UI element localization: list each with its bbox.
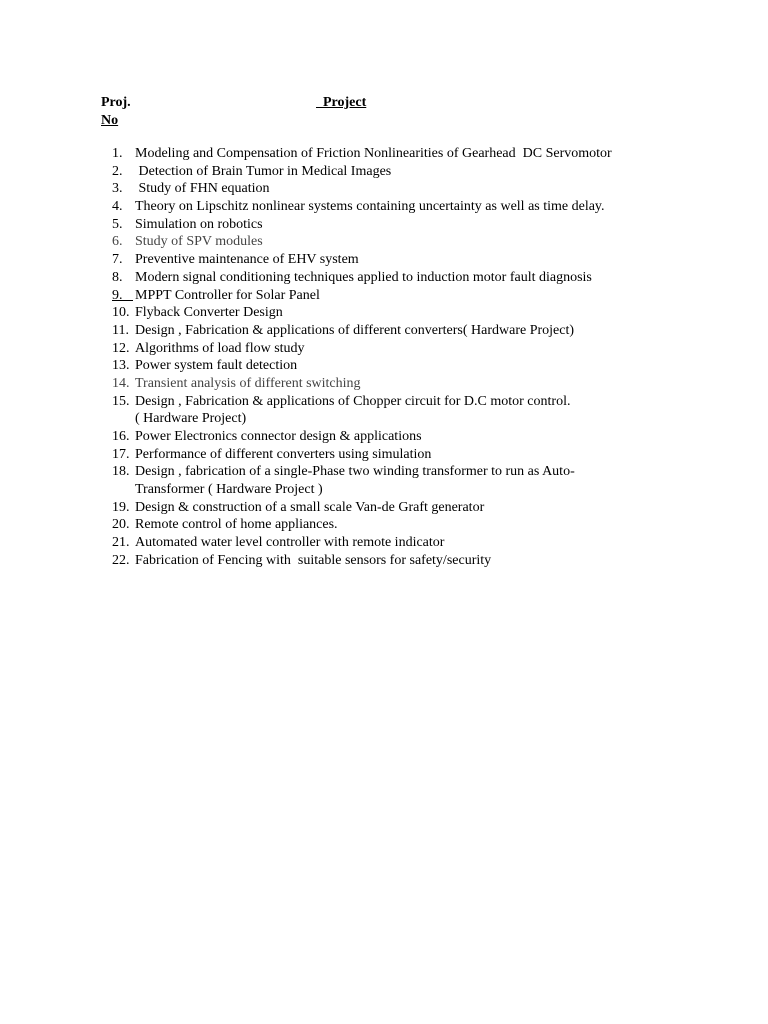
item-text: Detection of Brain Tumor in Medical Images <box>135 163 392 179</box>
item-text: Power Electronics connector design & applications <box>135 429 422 445</box>
list-item <box>0 534 768 552</box>
item-text-continuation: ( Hardware Project) <box>135 411 247 427</box>
list-item <box>0 251 768 269</box>
list-item <box>0 340 768 358</box>
item-number: 11. <box>112 322 129 338</box>
list-item <box>0 499 768 517</box>
list-item <box>0 552 768 570</box>
item-number: 2. <box>112 163 123 179</box>
item-number: 16. <box>112 429 130 445</box>
item-text: Preventive maintenance of EHV system <box>135 252 359 268</box>
item-number: 7. <box>112 252 123 268</box>
item-number: 17. <box>112 446 130 462</box>
item-text: Simulation on robotics <box>135 216 263 232</box>
item-text: Algorithms of load flow study <box>135 340 305 356</box>
item-number: 18. <box>112 464 130 480</box>
list-item <box>0 145 768 163</box>
list-item <box>0 287 768 305</box>
item-number: 19. <box>112 499 130 515</box>
list-item <box>0 357 768 375</box>
item-number: 12. <box>112 340 130 356</box>
item-number: 21. <box>112 535 130 551</box>
item-text: Modeling and Compensation of Friction Nonlinearities of Gearhead DC Servomotor <box>135 146 612 161</box>
list-item <box>0 322 768 340</box>
list-item <box>0 180 768 198</box>
item-number: 14. <box>112 375 130 391</box>
list-item <box>0 463 768 498</box>
project-column-header: Project <box>316 95 367 110</box>
item-number: 15. <box>112 393 130 409</box>
item-text: Fabrication of Fencing with suitable sensors for safety/security <box>135 552 492 568</box>
item-text: Remote control of home appliances. <box>135 517 338 533</box>
item-number: 5. <box>112 216 123 232</box>
list-item <box>0 198 768 216</box>
item-number: 20. <box>112 517 130 533</box>
list-item <box>0 516 768 534</box>
list-item <box>0 163 768 181</box>
list-item <box>0 216 768 234</box>
item-text: MPPT Controller for Solar Panel <box>135 287 320 303</box>
item-text: Study of SPV modules <box>135 234 263 250</box>
item-text: Study of FHN equation <box>135 181 270 197</box>
item-number: 8. <box>112 269 123 285</box>
list-item <box>0 304 768 322</box>
proj-column-header: Proj. <box>101 95 131 110</box>
item-text: Design , Fabrication & applications of different converters( Hardware Project) <box>135 322 575 338</box>
list-item <box>0 428 768 446</box>
list-item <box>0 233 768 251</box>
item-text: Design & construction of a small scale Van-de Graft generator <box>135 499 485 515</box>
item-number: 22. <box>112 552 130 568</box>
list-item <box>0 269 768 287</box>
item-text: Performance of different converters using simulation <box>135 446 432 462</box>
item-number: 3. <box>112 181 123 197</box>
item-number: 9. <box>112 287 133 303</box>
no-column-header: No <box>101 113 119 128</box>
item-text: Flyback Converter Design <box>135 305 283 321</box>
item-text: Transient analysis of different switching <box>135 375 361 391</box>
item-number: 10. <box>112 305 130 321</box>
item-text: Modern signal conditioning techniques applied to induction motor fault diagnosis <box>135 269 592 285</box>
project-list <box>0 145 768 570</box>
item-text: Theory on Lipschitz nonlinear systems containing uncertainty as well as time delay. <box>135 199 605 215</box>
item-text: Power system fault detection <box>135 358 298 374</box>
list-item <box>0 393 768 428</box>
item-number: 13. <box>112 358 130 374</box>
item-text: Design , Fabrication & applications of Chopper circuit for D.C motor control. <box>135 393 571 409</box>
list-item <box>0 446 768 464</box>
item-text: Design , fabrication of a single-Phase two winding transformer to run as Auto- <box>135 464 575 480</box>
list-item <box>0 375 768 393</box>
item-text: Automated water level controller with remote indicator <box>135 535 445 551</box>
item-text-continuation: Transformer ( Hardware Project ) <box>135 482 323 498</box>
item-number: 6. <box>112 234 123 250</box>
item-number: 4. <box>112 199 123 215</box>
item-number: 1. <box>112 146 123 161</box>
